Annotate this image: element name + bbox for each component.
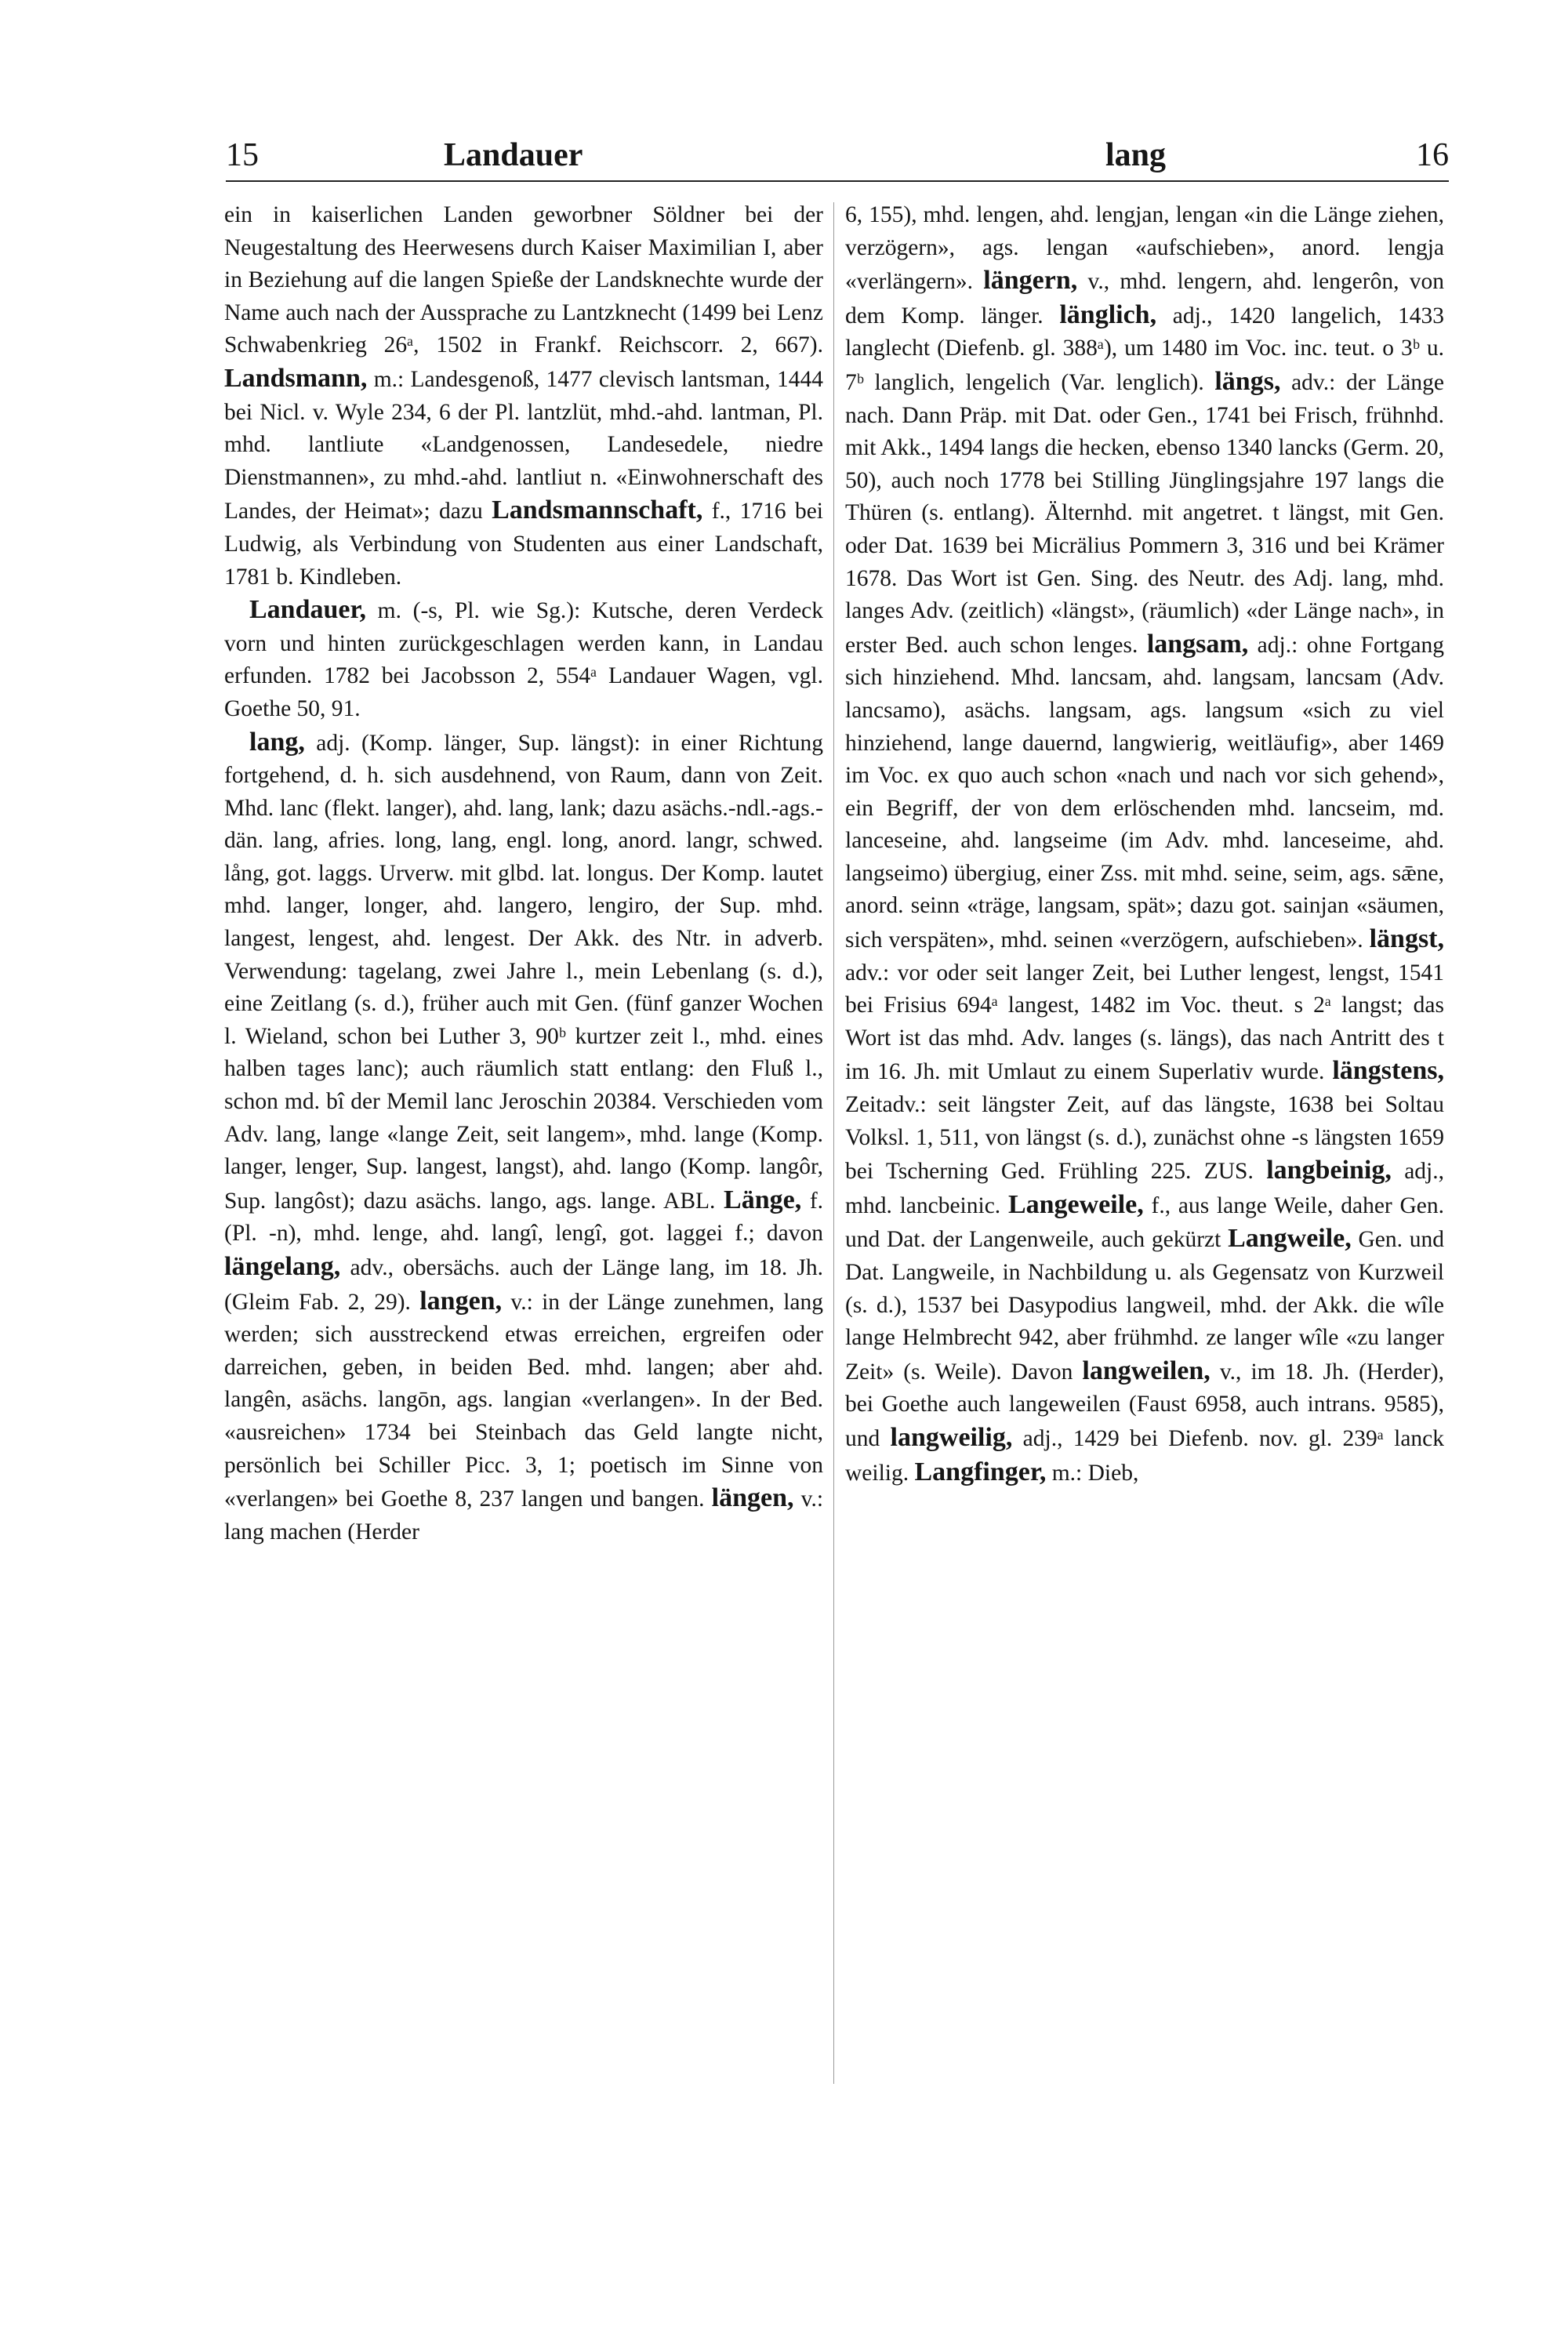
headword-langeweile: Langeweile, <box>1007 1189 1144 1219</box>
header-rule <box>226 180 1449 182</box>
headword-laengern: längern, <box>983 266 1078 296</box>
headword-laengst: längst, <box>1369 924 1444 954</box>
headword-laengs: längs, <box>1214 366 1281 396</box>
headword-langfinger: Langfinger, <box>914 1457 1047 1486</box>
entry-text: adj., 1429 bei Diefenb. nov. gl. 239ᵃ lanck weilig. <box>845 1425 1444 1486</box>
headword-laengen: längen, <box>711 1483 794 1513</box>
entry-lang <box>224 726 823 1549</box>
entry-text: adj. (Komp. länger, Sup. längst): in einer Richtung fortgehend, d. h. sich ausdehnend, von Raum, dann von Zeit. Mhd. lanc (flekt. langer), ahd. lang, lank; dazu asächs.-ndl.-ags.-dän. lang, afries. long, lang, engl. long, anord. langr, schwed. lång, got. laggs. Urverw. mit glbd. lat. longus. Der Komp. lautet mhd. langer, longer, ahd. langero, lengiro, der Sup. mhd. langest, lengest, ahd. lengest. Der Akk. des Ntr. in adverb. Verwendung: tagelang, zwei Jahre l., mein Lebenlang (s. d.), eine Zeitlang (s. d.), früher auch mit Gen. (fünf ganzer Wochen l. Wieland, schon bei Luther 3, 90ᵇ kurtzer zeit l., mhd. eines halben tages lanc); auch räumlich statt entlang: den Fluß l., schon md. bî der Memil lanc Jeroschin 20384. Verschieden vom Adv. lang, lange «lange Zeit, seit langem», mhd. lange (Komp. langer, lenger, Sup. langest, langst), ahd. lango (Komp. langôr, Sup. langôst); dazu asächs. lango, ags. lange. ABL. <box>224 730 823 1214</box>
right-column <box>845 199 1444 2096</box>
entry-text: m. (-s, Pl. wie Sg.): Kutsche, deren Verdeck vorn und hinten zurückgeschlagen werden kann, in Landau erfunden. 1782 bei Jacobsson 2, 554ᵃ Landauer Wagen, vgl. Goethe 50, 91. <box>224 598 823 721</box>
headword-landsmannschaft: Landsmannschaft, <box>492 495 703 525</box>
entry-text: adj., mhd. lancbeinic. <box>845 1159 1444 1218</box>
entry-text: v., im 18. Jh. (Herder), bei Goethe auch langeweilen (Faust 6958, auch intrans. 9585), und <box>845 1359 1444 1451</box>
headword-langweilen: langweilen, <box>1082 1356 1210 1385</box>
entry-text: adv., obersächs. auch der Länge lang, im 18. Jh. (Gleim Fab. 2, 29). <box>224 1255 823 1315</box>
headword-right: lang <box>1105 137 1167 173</box>
headword-langen: langen, <box>419 1286 503 1316</box>
entry-continuation <box>224 199 823 593</box>
entry-text: v.: lang machen (Herder <box>224 1486 823 1544</box>
page-number-right: 16 <box>1416 137 1449 173</box>
entry-text: f., 1716 bei Ludwig, als Verbindung von Studenten aus einer Landschaft, 1781 b. Kindleben. <box>224 499 823 590</box>
entry-text: f., aus lange Weile, daher Gen. und Dat. der Langenweile, auch gekürzt <box>845 1192 1444 1253</box>
entry-text: adj., 1420 langelich, 1433 langlecht (Diefenb. gl. 388ᵃ), um 1480 im Voc. inc. teut. o 3ᵇ u. 7ᵇ langlich, lengelich (Var. lenglich). <box>845 303 1444 395</box>
left-column <box>224 199 823 2096</box>
headword-laengelang: längelang, <box>224 1252 341 1281</box>
entry-text: adj.: ohne Fortgang sich hinziehend. Mhd. lancsam, ahd. langsam, lancsam (Adv. lancsamo), asächs. langsam, ags. langsum «sich zu viel hinziehend, lange dauernd, langwierig, weitläufig», aber 1469 im Voc. ex quo auch schon «nach und nach vor sich gehend», ein Begriff, der von dem erlöschenden mhd. lancseim, md. lanceseine, ahd. langseime (im Adv. mhd. lanceseime, ahd. langseimo) übergiug, einer Zss. mit mhd. seine, seim, ags. sǣne, anord. seinn «träge, langsam, spät»; dazu got. sainjan «säumen, sich verspäten», mhd. seinen «verzögern, aufschieben». <box>845 632 1444 953</box>
continuation-text: ein in kaiserlichen Landen geworbner Söldner bei der Neugestaltung des Heerwesens durch Kaiser Maximilian I, aber in Beziehung auf die langen Spieße der Landsknechte wurde der Name auch nach der Aussprache zu Lantzknecht (1499 bei Lenz Schwabenkrieg 26ᵃ, 1502 in Frankf. Reichscorr. 2, 667). <box>224 202 823 358</box>
headword-laenglich: länglich, <box>1059 299 1157 329</box>
entry-text: Zeitadv.: seit längster Zeit, auf das längste, 1638 bei Soltau Volksl. 1, 511, von längst (s. d.), zunächst ohne -s längsten 1659 bei Tscherning Ged. Frühling 225. ZUS. <box>845 1092 1444 1185</box>
headword-lang: lang, <box>249 727 305 757</box>
headword-laenge: Länge, <box>724 1185 802 1214</box>
running-header <box>226 135 1449 182</box>
headword-langbeinig: langbeinig, <box>1266 1156 1392 1185</box>
headword-left: Landauer <box>444 137 583 173</box>
headword-langweile: Langweile, <box>1228 1224 1352 1254</box>
entry-text: adv.: vor oder seit langer Zeit, bei Luther lengest, lengst, 1541 bei Frisius 694ᵃ langest, 1482 im Voc. theut. s 2ᵃ langst; das Wort ist das mhd. Adv. langes (s. längs), das nach Antritt des t im 16. Jh. mit Umlaut zu einem Superlativ wurde. <box>845 960 1444 1085</box>
entry-text: v.: in der Länge zunehmen, lang werden; sich ausstreckend etwas erreichen, ergreifen oder darreichen, geben, in beiden Bed. mhd. langen; aber ahd. langên, asächs. langōn, ags. langian «verlangen». In der Bed. «ausreichen» 1734 bei Steinbach das Geld langte nicht, persönlich bei Schiller Picc. 3, 1; poetisch im Sinne von «verlangen» bei Goethe 8, 237 langen und bangen. <box>224 1289 823 1512</box>
entry-landauer <box>224 593 823 725</box>
headword-langweilig: langweilig, <box>890 1422 1013 1452</box>
headword-langsam: langsam, <box>1146 629 1249 659</box>
entry-text: Gen. und Dat. Langweile, in Nachbildung u. als Gegensatz von Kurzweil (s. d.), 1537 bei Dasypodius langweil, mhd. der Akk. die wîle lange Helmbrecht 942, aber frühmhd. ze langer wîle «zu langer Zeit» (s. Weile). Davon <box>845 1227 1444 1385</box>
entry-text: m.: Landesgenoß, 1477 clevisch lantsman, 1444 bei Nicl. v. Wyle 234, 6 der Pl. lantzlüt, mhd.-ahd. lantman, Pl. mhd. lantliute «Landgenossen, Landesedele, niedre Dienstmannen», zu mhd.-ahd. lantliut n. «Einwohnerschaft des Landes, der Heimat»; dazu <box>224 366 823 524</box>
entry-text: v., mhd. lengern, ahd. lengerôn, von dem Komp. länger. <box>845 269 1444 328</box>
entry-text: m.: Dieb, <box>1051 1460 1139 1486</box>
headword-landsmann: Landsmann, <box>224 363 368 393</box>
entry-text: f. (Pl. -n), mhd. lenge, ahd. langî, lengî, got. laggei f.; davon <box>224 1188 823 1247</box>
column-divider <box>833 202 834 2084</box>
continuation-text: 6, 155), mhd. lengen, ahd. lengjan, lengan «in die Länge ziehen, verzögern», ags. lengan «aufschieben», anord. lengja «verlängern». <box>845 202 1444 295</box>
entry-text: adv.: der Länge nach. Dann Präp. mit Dat. oder Gen., 1741 bei Frisch, frühnhd. mit Akk., 1494 langs die hecken, ebenso 1340 lancks (Germ. 20, 50), auch noch 1778 bei Stilling Jünglingsjahre 197 langs die Thüren (s. entlang). Älternhd. mit angetret. t längst, mit Gen. oder Dat. 1639 bei Micrälius Pommern 3, 316 und bei Krämer 1678. Das Wort ist Gen. Sing. des Neutr. des Adj. lang, mhd. langes Adv. (zeitlich) «längst», (räumlich) «der Länge nach», in erster Bed. auch schon lenges. <box>845 369 1444 658</box>
headword-laengstens: längstens, <box>1332 1056 1444 1086</box>
headword-landauer: Landauer, <box>249 595 366 625</box>
page-number-left: 15 <box>226 137 259 173</box>
entry-continuation <box>845 199 1444 1490</box>
